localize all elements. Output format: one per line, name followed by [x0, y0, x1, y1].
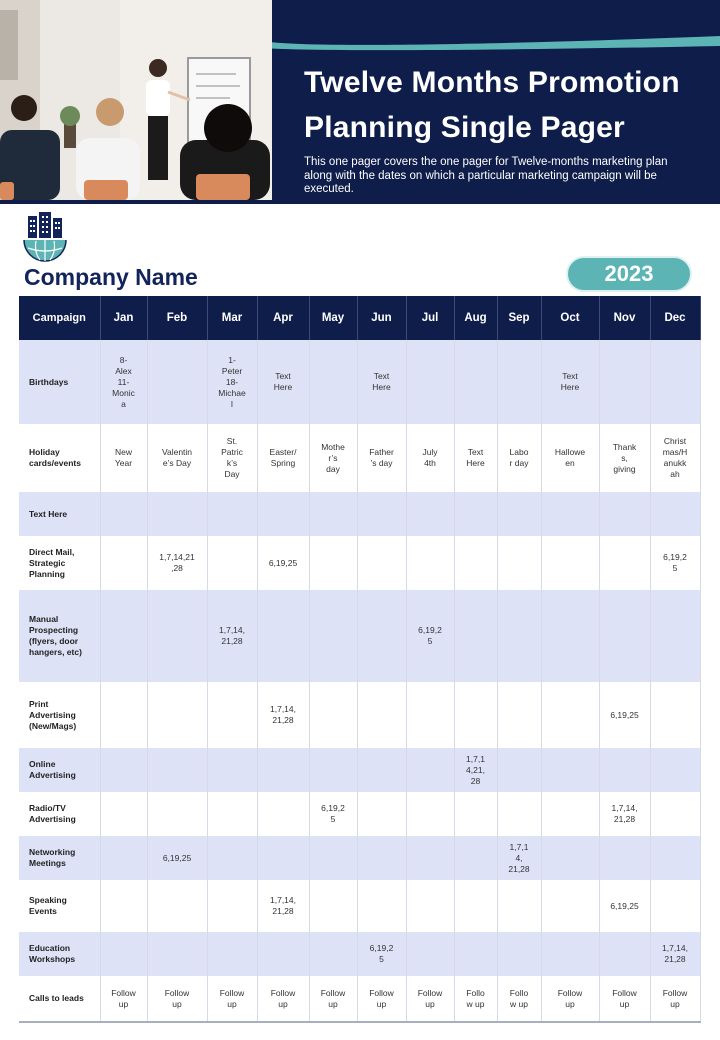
table-cell: Follow up [406, 976, 454, 1022]
table-cell [454, 880, 497, 932]
table-cell: Follow up [257, 976, 309, 1022]
table-cell: 1,7,14, 21,28 [650, 932, 700, 976]
table-cell [541, 836, 599, 880]
table-cell [650, 340, 700, 424]
table-cell [100, 492, 147, 536]
row-label: Holiday cards/events [19, 424, 100, 492]
header-month: Mar [207, 296, 257, 340]
table-cell [357, 836, 406, 880]
table-cell [599, 340, 650, 424]
year-badge: 2023 [566, 256, 692, 292]
table-cell: 6,19,2 5 [357, 932, 406, 976]
table-row [19, 932, 700, 976]
table-cell [497, 590, 541, 682]
table-cell [406, 880, 454, 932]
table-cell: 6,19,2 5 [309, 792, 357, 836]
table-cell: Follow up [100, 976, 147, 1022]
table-cell: Father ’s day [357, 424, 406, 492]
table-cell [357, 792, 406, 836]
table-cell [406, 492, 454, 536]
table-cell: Follo w up [497, 976, 541, 1022]
table-cell [100, 748, 147, 792]
table-cell [309, 492, 357, 536]
table-row [19, 880, 700, 932]
promotion-schedule-table [19, 296, 701, 1023]
table-cell [207, 880, 257, 932]
table-cell: Text Here [357, 340, 406, 424]
table-cell [497, 340, 541, 424]
table-cell: Mothe r’s day [309, 424, 357, 492]
table-cell [497, 932, 541, 976]
table-cell [257, 792, 309, 836]
table-cell: 1,7,14, 21,28 [599, 792, 650, 836]
row-label: Radio/TV Advertising [19, 792, 100, 836]
table-row [19, 792, 700, 836]
table-cell [406, 932, 454, 976]
table-cell: 1,7,14, 21,28 [207, 590, 257, 682]
table-row [19, 492, 700, 536]
table-row [19, 682, 700, 748]
header-month: Feb [147, 296, 207, 340]
table-cell [357, 590, 406, 682]
table-cell: 1,7,14, 21,28 [257, 682, 309, 748]
table-cell [650, 836, 700, 880]
table-cell [541, 590, 599, 682]
row-label: Speaking Events [19, 880, 100, 932]
table-cell: Text Here [257, 340, 309, 424]
table-cell [147, 748, 207, 792]
table-cell: 8- Alex 11- Monic a [100, 340, 147, 424]
table-cell: 6,19,2 5 [406, 590, 454, 682]
table-cell [650, 792, 700, 836]
table-cell: Follo w up [454, 976, 497, 1022]
table-cell: 6,19,25 [147, 836, 207, 880]
table-cell [454, 590, 497, 682]
header-month: Apr [257, 296, 309, 340]
table-cell [406, 792, 454, 836]
row-label: Education Workshops [19, 932, 100, 976]
table-cell [147, 340, 207, 424]
table-row [19, 836, 700, 880]
table-cell [257, 492, 309, 536]
table-cell: 1,7,1 4,21, 28 [454, 748, 497, 792]
header-month: Oct [541, 296, 599, 340]
table-cell [541, 932, 599, 976]
table-cell: July 4th [406, 424, 454, 492]
table-cell [406, 536, 454, 590]
company-name: Company Name [24, 264, 198, 290]
header-month: Jan [100, 296, 147, 340]
row-label: Online Advertising [19, 748, 100, 792]
row-label: Print Advertising (New/Mags) [19, 682, 100, 748]
row-label: Direct Mail, Strategic Planning [19, 536, 100, 590]
header-month: Dec [650, 296, 700, 340]
table-cell [357, 682, 406, 748]
table-cell: Follow up [309, 976, 357, 1022]
table-cell: Text Here [454, 424, 497, 492]
table-cell [497, 492, 541, 536]
table-cell: 6,19,25 [257, 536, 309, 590]
table-cell [357, 748, 406, 792]
table-cell: St. Patric k’s Day [207, 424, 257, 492]
table-cell [309, 836, 357, 880]
table-cell [650, 880, 700, 932]
table-cell: 1,7,14,21 ,28 [147, 536, 207, 590]
page-title-line-2: Planning Single Pager [304, 111, 625, 144]
table-cell [257, 590, 309, 682]
table-cell [454, 492, 497, 536]
table-cell: Easter/ Spring [257, 424, 309, 492]
presentation-photo [0, 0, 272, 200]
table-cell [100, 682, 147, 748]
header-month: Sep [497, 296, 541, 340]
table-row [19, 976, 700, 1022]
table-cell: Follow up [147, 976, 207, 1022]
table-cell [406, 340, 454, 424]
table-cell [100, 536, 147, 590]
table-cell: Valentin e’s Day [147, 424, 207, 492]
table-cell [309, 536, 357, 590]
table-cell [309, 748, 357, 792]
table-cell [406, 748, 454, 792]
table-cell [100, 792, 147, 836]
table-cell: 1- Peter 18- Michae l [207, 340, 257, 424]
row-label: Calls to leads [19, 976, 100, 1022]
table-cell [454, 682, 497, 748]
table-cell [650, 590, 700, 682]
title-block [304, 60, 704, 197]
table-cell [147, 792, 207, 836]
table-cell [147, 590, 207, 682]
header-campaign: Campaign [19, 296, 100, 340]
table-cell: 6,19,2 5 [650, 536, 700, 590]
table-cell [541, 880, 599, 932]
header-month: Aug [454, 296, 497, 340]
page-title-line-1: Twelve Months Promotion [304, 66, 680, 99]
table-cell [650, 682, 700, 748]
table-cell [406, 836, 454, 880]
table-row [19, 536, 700, 590]
table-cell [497, 536, 541, 590]
row-label: Manual Prospecting (flyers, door hangers, etc) [19, 590, 100, 682]
table-cell: Christ mas/H anukk ah [650, 424, 700, 492]
table-cell [147, 492, 207, 536]
table-cell [497, 682, 541, 748]
table-cell [541, 682, 599, 748]
row-label: Birthdays [19, 340, 100, 424]
table-cell: New Year [100, 424, 147, 492]
row-label: Networking Meetings [19, 836, 100, 880]
table-row [19, 340, 700, 424]
table-row [19, 424, 700, 492]
table-cell [357, 492, 406, 536]
table-cell [599, 492, 650, 536]
table-cell [207, 932, 257, 976]
table-cell [357, 880, 406, 932]
table-cell [406, 682, 454, 748]
table-cell [207, 792, 257, 836]
table-cell [650, 748, 700, 792]
table-cell [100, 590, 147, 682]
table-cell [650, 492, 700, 536]
table-cell [454, 340, 497, 424]
table-row [19, 748, 700, 792]
table-body [19, 340, 700, 1022]
table-cell [257, 748, 309, 792]
table-cell: Follow up [650, 976, 700, 1022]
table-cell: Hallowe en [541, 424, 599, 492]
table-cell: 1,7,1 4, 21,28 [497, 836, 541, 880]
table-cell [599, 590, 650, 682]
table-cell [541, 792, 599, 836]
table-cell [541, 492, 599, 536]
table-cell [541, 748, 599, 792]
table-cell [309, 340, 357, 424]
table-cell: 1,7,14, 21,28 [257, 880, 309, 932]
table-cell: 6,19,25 [599, 682, 650, 748]
table-cell: Labo r day [497, 424, 541, 492]
table-cell [357, 536, 406, 590]
table-cell [309, 932, 357, 976]
header-month: Jul [406, 296, 454, 340]
table-cell [100, 880, 147, 932]
table-cell [147, 932, 207, 976]
table-cell [207, 492, 257, 536]
table-cell [497, 792, 541, 836]
table-cell [599, 836, 650, 880]
table-cell [309, 880, 357, 932]
header-month: Nov [599, 296, 650, 340]
table-cell [541, 536, 599, 590]
table-cell [599, 748, 650, 792]
table-cell: Follow up [357, 976, 406, 1022]
table-cell [497, 880, 541, 932]
table-cell [207, 536, 257, 590]
table-header-row [19, 296, 700, 340]
header-month: Jun [357, 296, 406, 340]
table-cell [599, 932, 650, 976]
table-cell: Thank s, giving [599, 424, 650, 492]
table-cell [309, 590, 357, 682]
table-cell [207, 836, 257, 880]
table-cell [147, 880, 207, 932]
table-cell [100, 932, 147, 976]
table-cell: 6,19,25 [599, 880, 650, 932]
table-cell [100, 836, 147, 880]
table-cell [454, 932, 497, 976]
header-month: May [309, 296, 357, 340]
table-cell [257, 836, 309, 880]
table-cell [599, 536, 650, 590]
table-cell [454, 836, 497, 880]
table-row [19, 590, 700, 682]
table-cell: Text Here [541, 340, 599, 424]
table-cell [257, 932, 309, 976]
page-subtitle: This one pager covers the one pager for Twelve-months marketing plan along with the dates on which a particular marketing campaign will be executed. [304, 156, 668, 195]
table-cell [207, 748, 257, 792]
table-cell: Follow up [599, 976, 650, 1022]
table-cell [147, 682, 207, 748]
header-banner [0, 0, 720, 204]
table-cell: Follow up [207, 976, 257, 1022]
building-globe-icon [22, 212, 68, 266]
table-cell: Follow up [541, 976, 599, 1022]
table-cell [207, 682, 257, 748]
table-cell [454, 792, 497, 836]
table-cell [454, 536, 497, 590]
row-label: Text Here [19, 492, 100, 536]
table-cell [309, 682, 357, 748]
table-cell [497, 748, 541, 792]
